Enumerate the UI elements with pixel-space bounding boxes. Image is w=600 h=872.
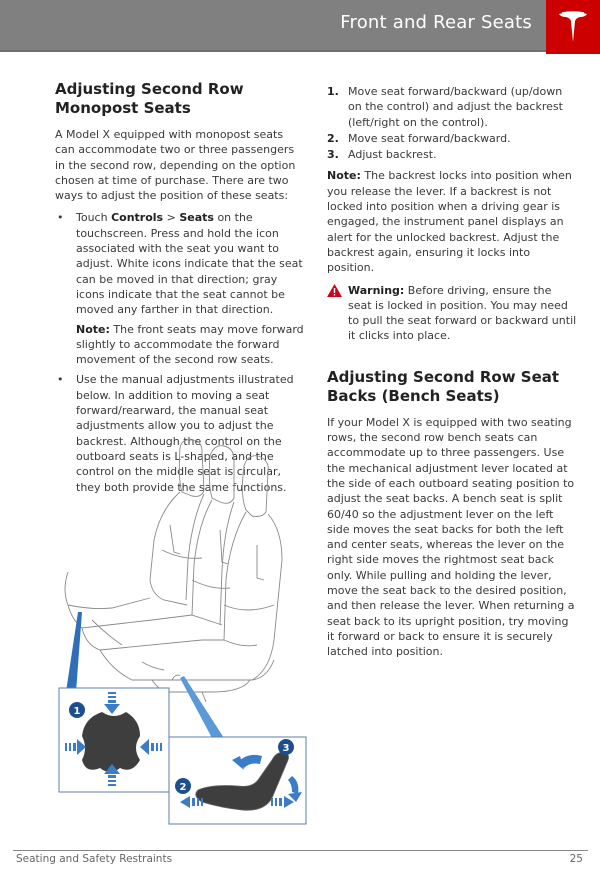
panel-l-shaped-control — [169, 737, 306, 824]
seats-label: Seats — [179, 211, 214, 225]
bench-seats-paragraph: If your Model X is equipped with two seating rows, the second row bench seats can accommodate up to three passengers. Use the mechanical adjustment lever located at the side of each outboard seating position to adjust the seat backs. A bench seat is split 60/40 so the adjustment lever on the left side moves the seat backs for both the left and center seats, whereas the lever on the right side moves the rightmost seat back only. While pulling and holding the lever, move the seat back to the desired position, and then release the lever. When returning a seat back to its upright position, try moving it forward or back to ensure it is securely latched into position. — [327, 415, 575, 659]
step-text: Adjust backrest. — [348, 148, 437, 162]
callout-1-number: 1 — [73, 706, 81, 717]
callout-leader-2 — [180, 676, 224, 738]
footer-divider — [13, 850, 588, 851]
callout-leader-1 — [66, 612, 82, 692]
section-title: Front and Rear Seats — [340, 12, 532, 33]
warning-triangle-icon — [327, 284, 342, 297]
step-item — [327, 131, 577, 146]
step-number: 1. — [327, 85, 339, 98]
step-text: Move seat forward/backward (up/down on the control) and adjust the backrest (left/right on the control). — [348, 85, 563, 129]
seat-drawing — [65, 440, 282, 702]
bullet-text: Touch — [76, 211, 112, 225]
note-text: The front seats may move forward slightly to accommodate the forward movement of the second row seats. — [76, 322, 304, 367]
warning-text: Before driving, ensure the seat is locked in position. You may need to pull the seat forward or backward until it clicks into place. — [348, 283, 577, 343]
header-divider — [0, 50, 600, 52]
step-item — [327, 84, 577, 130]
note-front-seats — [76, 322, 305, 368]
brand-logo — [546, 0, 600, 54]
note-text: The backrest locks into position when you release the lever. If a backrest is not locked into position when a driving gear is engaged, the instrument panel displays an alert for the unlocked backrest. Adjust the backrest again, ensuring it locks into position. — [327, 169, 572, 275]
seat-adjustment-illustration — [52, 430, 312, 830]
intro-paragraph: A Model X equipped with monopost seats can accommodate two or three passengers in the second row, depending on the option chosen at time of purchase. There are two ways to adjust the position of these seats: — [55, 128, 296, 203]
bullet-text: on the touchscreen. Press and hold the icon associated with the seat you want to adjust. White icons indicate that the seat can be moved in that direction; gray icons indicate that the seat cannot be moved any farther in that direction. — [76, 211, 303, 317]
step-number: 2. — [327, 131, 339, 145]
note-backrest — [327, 168, 577, 275]
panel-monopost-control — [59, 688, 169, 792]
path-separator: > — [163, 211, 180, 225]
step-item — [327, 147, 577, 162]
callout-3-number: 3 — [282, 743, 290, 754]
bullet-marker: • — [57, 373, 64, 387]
page-number: 25 — [569, 853, 583, 865]
note-label: Note: — [327, 169, 361, 183]
bullet-touchscreen — [55, 210, 305, 317]
bullet-marker: • — [57, 211, 64, 225]
note-label: Note: — [76, 322, 110, 336]
step-number: 3. — [327, 148, 339, 162]
controls-label: Controls — [111, 211, 164, 225]
warning-label: Warning: — [348, 283, 405, 297]
tesla-logo-icon — [558, 11, 588, 43]
heading-monopost: Adjusting Second Row Monopost Seats — [55, 80, 244, 117]
warning-callout — [327, 283, 577, 344]
footer-chapter: Seating and Safety Restraints — [16, 853, 173, 865]
right-column — [327, 84, 577, 667]
step-text: Move seat forward/backward. — [348, 131, 511, 145]
bullet-text: Use the manual adjustments illustrated below. In addition to moving a seat forward/rearward, the manual seat adjustments allow you to adjust the backrest. Although the control on the outboard seats is L-shaped, and the control on the middle seat is circular, they both provide the same functions. — [76, 373, 294, 494]
heading-bench-seats: Adjusting Second Row Seat Backs (Bench Seats) — [327, 367, 560, 405]
round-control-knob — [82, 712, 140, 772]
callout-2-number: 2 — [179, 782, 187, 793]
